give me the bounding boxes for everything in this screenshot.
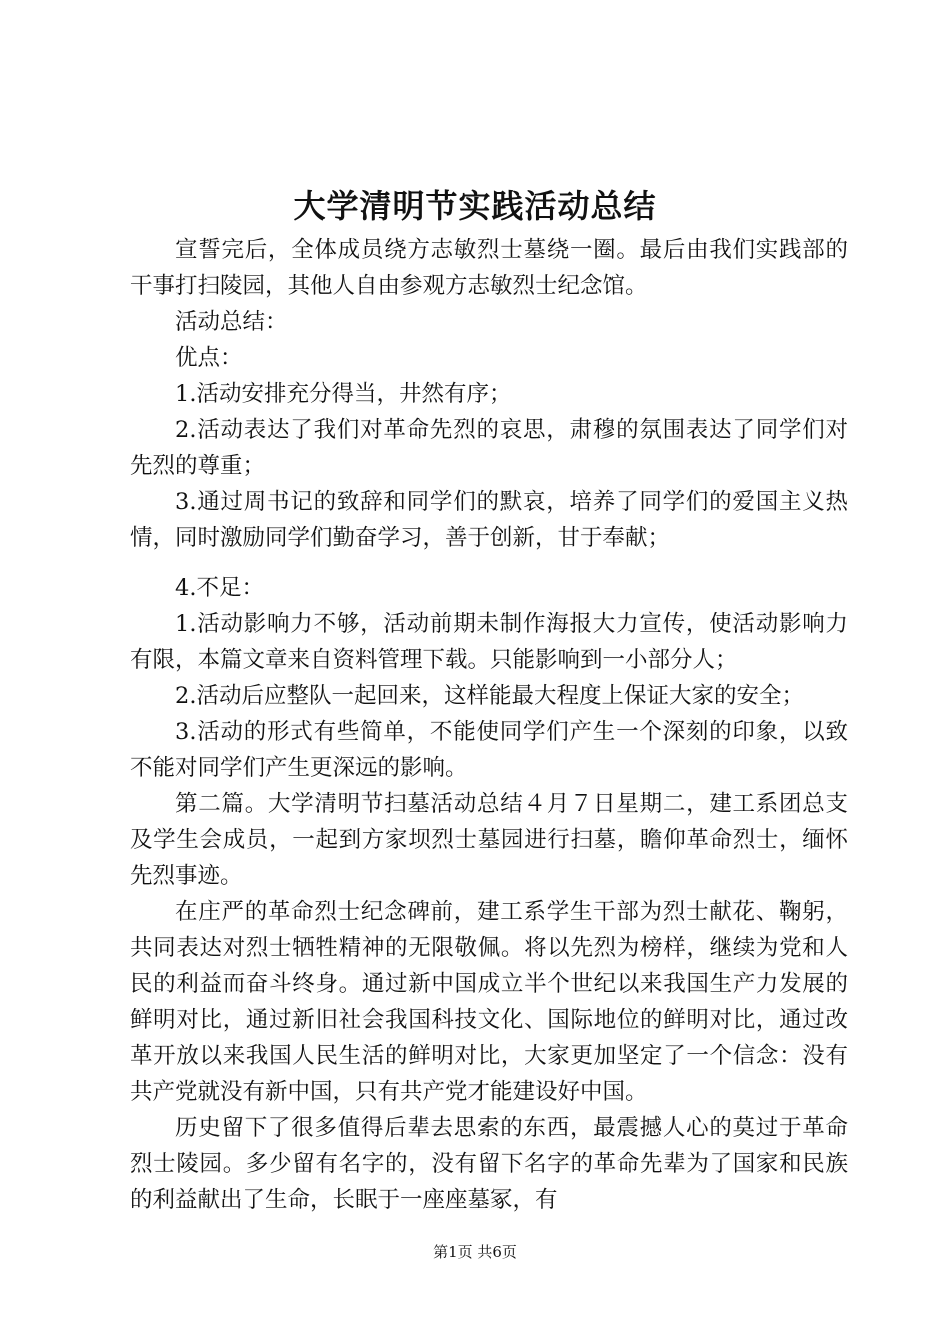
page-footer: 第1页 共6页 — [433, 1243, 517, 1261]
paragraph: 1.活动安排充分得当，井然有序； — [175, 381, 512, 407]
document-title: 大学清明节实践活动总结 — [293, 187, 657, 225]
paragraph: 历史留下了很多值得后辈去思索的东西，最震撼人心的莫过于革命烈士陵园。多少留有名字的，没有留下名字的革命先辈为了国家和民族的利益献出了生命，长眠于一座座墓冢，有 — [130, 1115, 848, 1213]
paragraph: 4.不足： — [175, 575, 264, 601]
paragraph: 2.活动表达了我们对革命先烈的哀思，肃穆的氛围表达了同学们对先烈的尊重； — [130, 417, 848, 479]
paragraph: 1.活动影响力不够，活动前期未制作海报大力宣传，使活动影响力有限，本篇文章来自资料管理下载。只能影响到一小部分人； — [130, 611, 848, 673]
paragraph: 第二篇。大学清明节扫墓活动总结４月７日星期二，建工系团总支及学生会成员，一起到方家坝烈士墓园进行扫墓，瞻仰革命烈士，缅怀先烈事迹。 — [130, 791, 848, 889]
paragraph: 2.活动后应整队一起回来，这样能最大程度上保证大家的安全； — [175, 683, 804, 709]
paragraph: 3.活动的形式有些简单，不能使同学们产生一个深刻的印象，以致不能对同学们产生更深远的影响。 — [130, 719, 848, 781]
paragraph: 在庄严的革命烈士纪念碑前，建工系学生干部为烈士献花、鞠躬，共同表达对烈士牺牲精神的无限敬佩。将以先烈为榜样，继续为党和人民的利益而奋斗终身。通过新中国成立半个世纪以来我国生产力发展的鲜明对比，通过新旧社会我国科技文化、国际地位的鲜明对比，通过改革开放以来我国人民生活的鲜明对比，大家更加坚定了一个信念：没有共产党就没有新中国，只有共产党才能建设好中国。 — [130, 899, 848, 1105]
paragraph: 活动总结： — [175, 309, 288, 335]
paragraph: 宣誓完后，全体成员绕方志敏烈士墓绕一圈。最后由我们实践部的干事打扫陵园，其他人自由参观方志敏烈士纪念馆。 — [130, 237, 848, 299]
paragraph: 优点： — [175, 345, 243, 371]
document-body — [130, 232, 848, 1218]
paragraph: 3.通过周书记的致辞和同学们的默哀，培养了同学们的爱国主义热情，同时激励同学们勤奋学习，善于创新，甘于奉献； — [130, 489, 848, 551]
